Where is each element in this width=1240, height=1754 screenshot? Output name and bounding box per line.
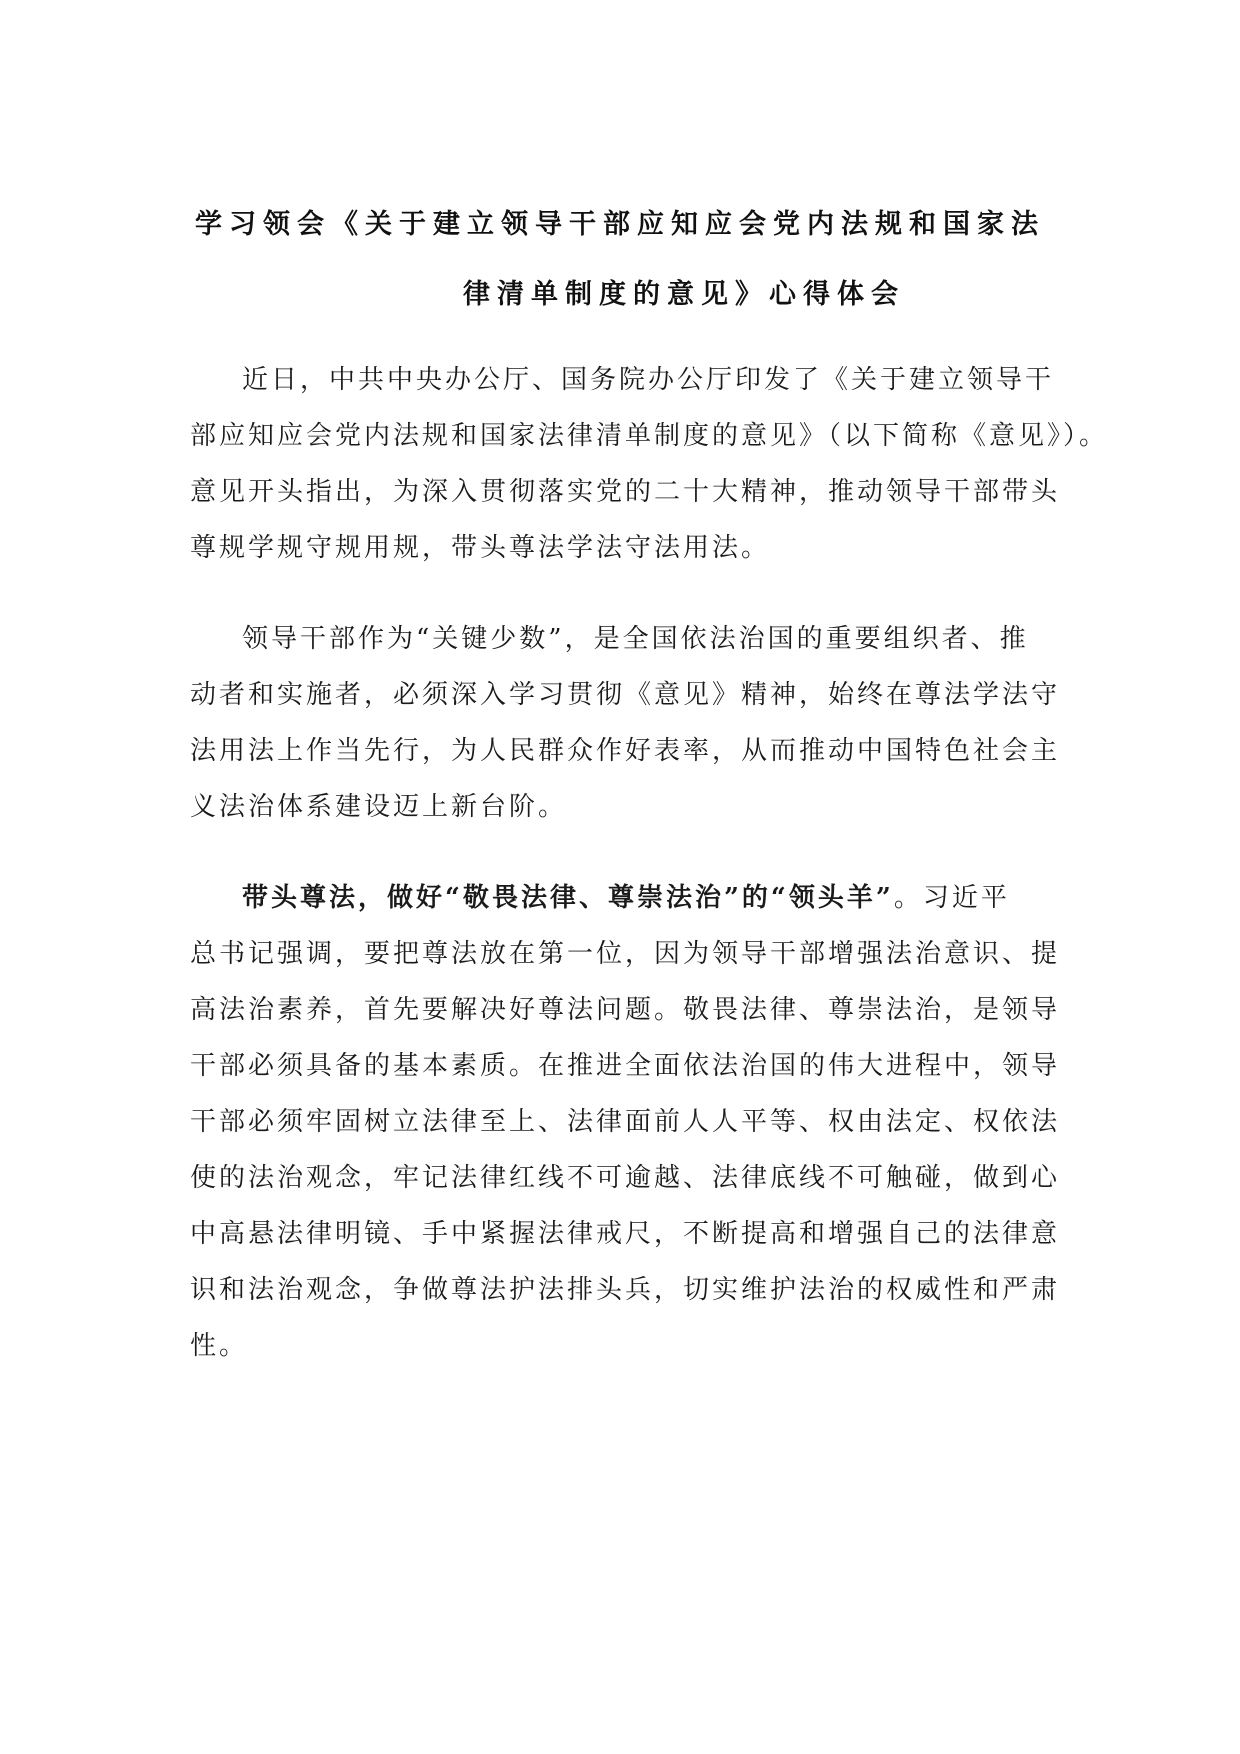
paragraph-line: 领导干部作为“关键少数”，是全国依法治国的重要组织者、推: [242, 624, 1029, 654]
paragraph-line: 尊规学规守规用规，带头尊法学法守法用法。: [190, 533, 771, 563]
paragraph-lead-heading: 带头尊法，做好“敬畏法律、尊崇法治”的“领头羊”: [242, 883, 894, 913]
paragraph-line: 义法治体系建设迈上新台阶。: [190, 792, 568, 822]
paragraph-line: 高法治素养，首先要解决好尊法问题。敬畏法律、尊崇法治，是领导: [190, 995, 1061, 1025]
document-title-line-1: 学习领会《关于建立领导干部应知应会党内法规和国家法: [195, 209, 1045, 240]
paragraph-line: 近日，中共中央办公厅、国务院办公厅印发了《关于建立领导干: [242, 365, 1055, 395]
paragraph-lead-line: [242, 879, 1010, 917]
paragraph-line: 法用法上作当先行，为人民群众作好表率，从而推动中国特色社会主: [190, 736, 1061, 766]
paragraph-line: 干部必须具备的基本素质。在推进全面依法治国的伟大进程中，领导: [190, 1051, 1061, 1081]
paragraph-line: 识和法治观念，争做尊法护法排头兵，切实维护法治的权威性和严肃: [190, 1275, 1061, 1305]
paragraph-line: 干部必须牢固树立法律至上、法律面前人人平等、权由法定、权依法: [190, 1107, 1061, 1137]
paragraph-line: 总书记强调，要把尊法放在第一位，因为领导干部增强法治意识、提: [190, 939, 1061, 969]
paragraph-line: 意见开头指出，为深入贯彻落实党的二十大精神，推动领导干部带头: [190, 477, 1061, 507]
paragraph-line: 中高悬法律明镜、手中紧握法律戒尺，不断提高和增强自己的法律意: [190, 1219, 1061, 1249]
paragraph-line: 部应知应会党内法规和国家法律清单制度的意见》（以下简称《意见》）。: [190, 421, 1109, 451]
document-title-line-2: 律清单制度的意见》心得体会: [463, 279, 905, 310]
paragraph-line: 使的法治观念，牢记法律红线不可逾越、法律底线不可触碰，做到心: [190, 1163, 1061, 1193]
paragraph-line: 动者和实施者，必须深入学习贯彻《意见》精神，始终在尊法学法守: [190, 680, 1061, 710]
paragraph-line: 性。: [190, 1331, 249, 1361]
paragraph-lead-text: 。习近平: [893, 883, 1010, 913]
